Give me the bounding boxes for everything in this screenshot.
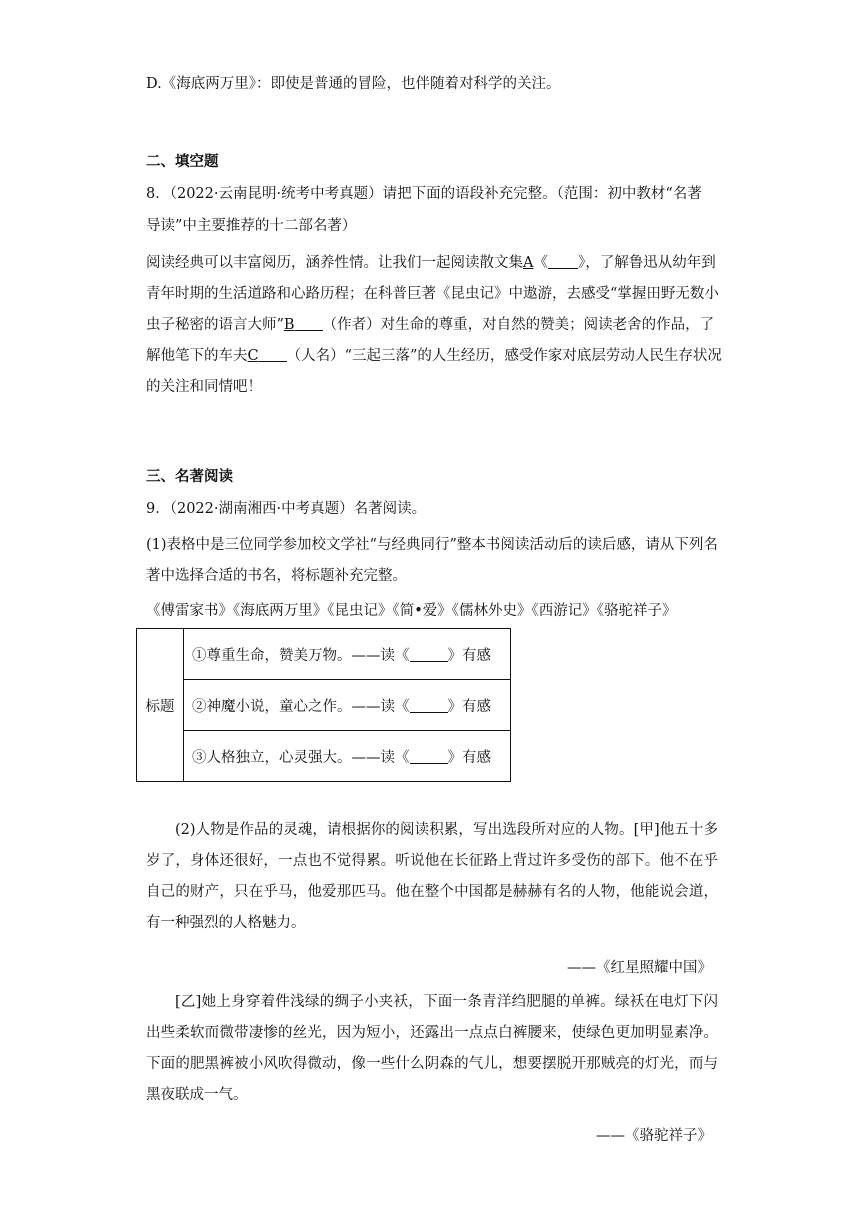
paragraph-text: 《 [533,255,548,271]
title-table [136,628,511,782]
paragraph-text: 》，了解鲁迅从幼年到青年时期的生活道路和心路历程；在科普巨著《昆虫记》中遨游，去感受“掌握田野无数小虫子秘密的语言大师” [146,255,719,333]
row-blank[interactable] [410,748,448,764]
mark-c: C [247,348,259,364]
blank-b[interactable] [295,315,323,331]
book-list: 《傅雷家书》《海底两万里》《昆虫记》《简•爱》《儒林外史》《西游记》《骆驼祥子》 [146,603,677,619]
row-text: ③人格独立，心灵强大。——读《 [192,749,410,766]
table-header-cell: 标题 [137,629,184,782]
section-title-reading: 三、名著阅读 [146,468,233,485]
row-text: ②神魔小说，童心之作。——读《 [192,698,410,715]
question-8-stem-line1: 8．（2022·云南昆明·统考中考真题）请把下面的语段补充完整。（范围：初中教材“名著 [146,186,702,202]
source-citation-1: ——《红星照耀中国》 [567,960,712,976]
table-row-3 [184,731,511,782]
blank-a[interactable] [548,253,578,269]
question-9-stem: 9．（2022·湖南湘西·中考真题）名著阅读。 [146,501,427,517]
passage-yi: [乙]她上身穿着件浅绿的绸子小夹袄，下面一条青洋绉肥腿的单裤。绿袄在电灯下闪出些柔软而微带凄惨的丝光，因为短小，还露出一点点白裤腰来，使绿色更加明显素净。下面的肥黑裤被小风吹得微动，像一些什么阴森的气儿，想要摆脱开那贼亮的灯光，而与黑夜联成一气。 [146,994,718,1103]
paragraph-text: 阅读经典可以丰富阅历，涵养性情。让我们一起阅读散文集 [146,255,523,271]
paragraph-text: （人名）“三起三落”的人生经历，感受作家对底层劳动人民生存状况的关注和同情吧！ [146,348,722,395]
mark-a: A [523,255,534,271]
question-8-paragraph [146,248,726,403]
question-9-sub2: (2)人物是作品的灵魂，请根据你的阅读积累，写出选段所对应的人物。[甲]他五十多岁了，身体还很好，一点也不觉得累。听说他在长征路上背过许多受伤的部下。他不在乎自己的财产，只在乎马，他爱那匹马。他在整个中国都是赫赫有名的人物，他能说会道，有一种强烈的人格魅力。 [146,822,718,931]
question-8-stem-line2: 导读”中主要推荐的十二部名著） [146,218,357,234]
row-blank[interactable] [410,646,448,662]
row-text: 》有感 [447,647,491,664]
row-blank[interactable] [410,697,448,713]
question-9-sub1: (1)表格中是三位同学参加校文学社“与经典同行”整本书阅读活动后的读后感，请从下列名著中选择合适的书名，将标题补充完整。 [146,537,718,584]
section-title-fill-blank: 二、填空题 [146,153,219,170]
paragraph-text: （作者）对生命的尊重，对自然的赞美；阅读老舍的作品，了解他笔下的车夫 [146,317,715,364]
source-citation-2: ——《骆驼祥子》 [596,1128,712,1144]
blank-c[interactable] [259,346,287,362]
table-row-1 [184,629,511,680]
table-row-2 [184,680,511,731]
mark-b: B [283,317,295,333]
row-text: 》有感 [447,749,491,766]
row-text: 》有感 [447,698,491,715]
option-d: D.《海底两万里》：即使是普通的冒险，也伴随着对科学的关注。 [146,76,561,92]
row-text: ①尊重生命，赞美万物。——读《 [192,647,410,664]
